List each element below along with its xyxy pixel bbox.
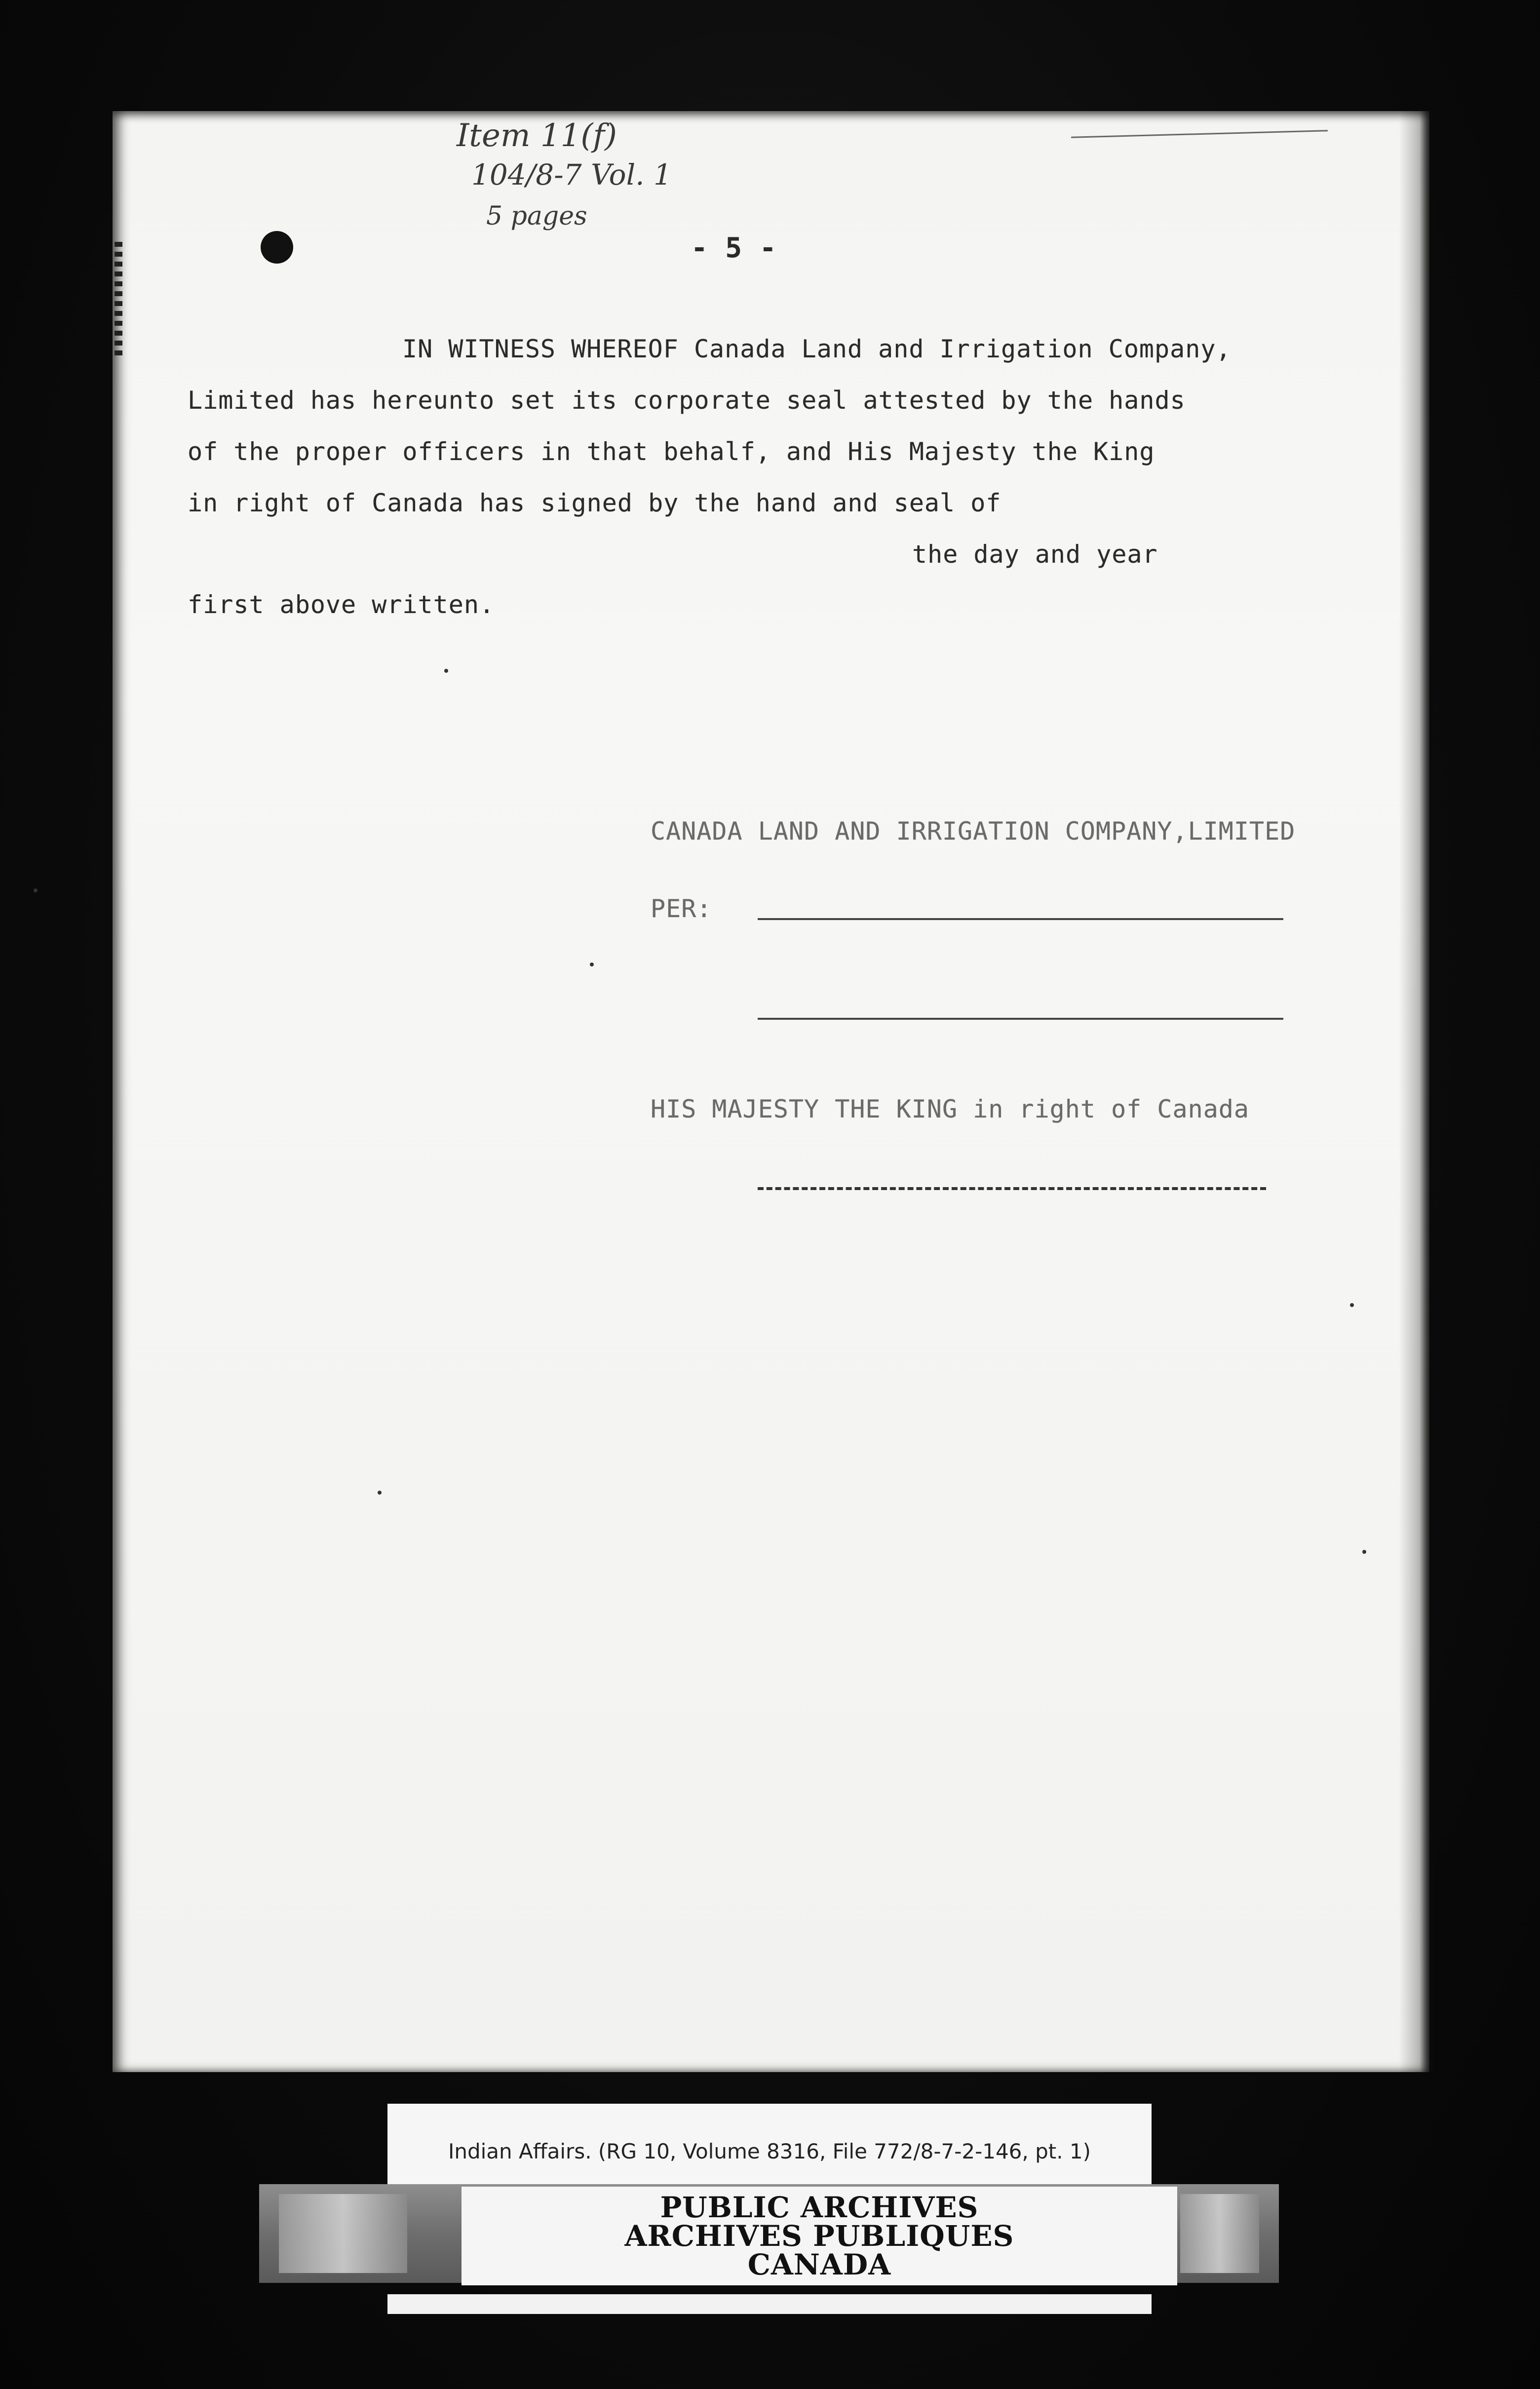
- frame-speck: [34, 888, 38, 892]
- body-line-1: IN WITNESS WHEREOF Canada Land and Irrigation Company,: [402, 335, 1232, 363]
- handwritten-file-note: 104/8-7 Vol. 1: [471, 158, 672, 192]
- body-line-5: the day and year: [912, 540, 1158, 569]
- paper-speck: [444, 669, 448, 673]
- tape-right: [1180, 2194, 1259, 2273]
- per-label: PER:: [651, 894, 712, 923]
- body-line-3: of the proper officers in that behalf, and His Majesty the King: [188, 437, 1155, 466]
- handwritten-item-note: Item 11(f): [457, 117, 617, 154]
- paper-speck: [378, 1491, 382, 1495]
- page-edge-mark: [115, 242, 122, 355]
- body-line-4: in right of Canada has signed by the hand and seal of: [188, 489, 1001, 517]
- body-line-6: first above written.: [188, 590, 495, 619]
- paper-speck: [1362, 1550, 1366, 1554]
- label-bottom-bar: [387, 2294, 1152, 2314]
- paper-speck: [590, 963, 594, 966]
- archives-stamp: [462, 2187, 1177, 2285]
- punch-hole: [261, 231, 293, 264]
- tape-left: [279, 2194, 407, 2273]
- page-number: - 5 -: [691, 232, 777, 264]
- handwritten-pages-note: 5 pages: [486, 201, 587, 231]
- crown-signature-dashed-line: [758, 1187, 1266, 1190]
- company-signature-heading: CANADA LAND AND IRRIGATION COMPANY,LIMITED: [651, 817, 1296, 846]
- stamp-line-2: ARCHIVES PUBLIQUES: [624, 2219, 1014, 2253]
- crown-signature-heading: HIS MAJESTY THE KING in right of Canada: [651, 1095, 1249, 1123]
- stamp-line-3: CANADA: [747, 2248, 891, 2281]
- signature-line-2: [758, 1018, 1283, 1020]
- signature-line-1: [758, 918, 1283, 920]
- stamp-line-1: PUBLIC ARCHIVES: [660, 2191, 979, 2224]
- body-line-2: Limited has hereunto set its corporate seal attested by the hands: [188, 386, 1186, 415]
- archive-reference: Indian Affairs. (RG 10, Volume 8316, File 772/8-7-2-146, pt. 1): [448, 2139, 1091, 2163]
- paper-speck: [1350, 1303, 1354, 1307]
